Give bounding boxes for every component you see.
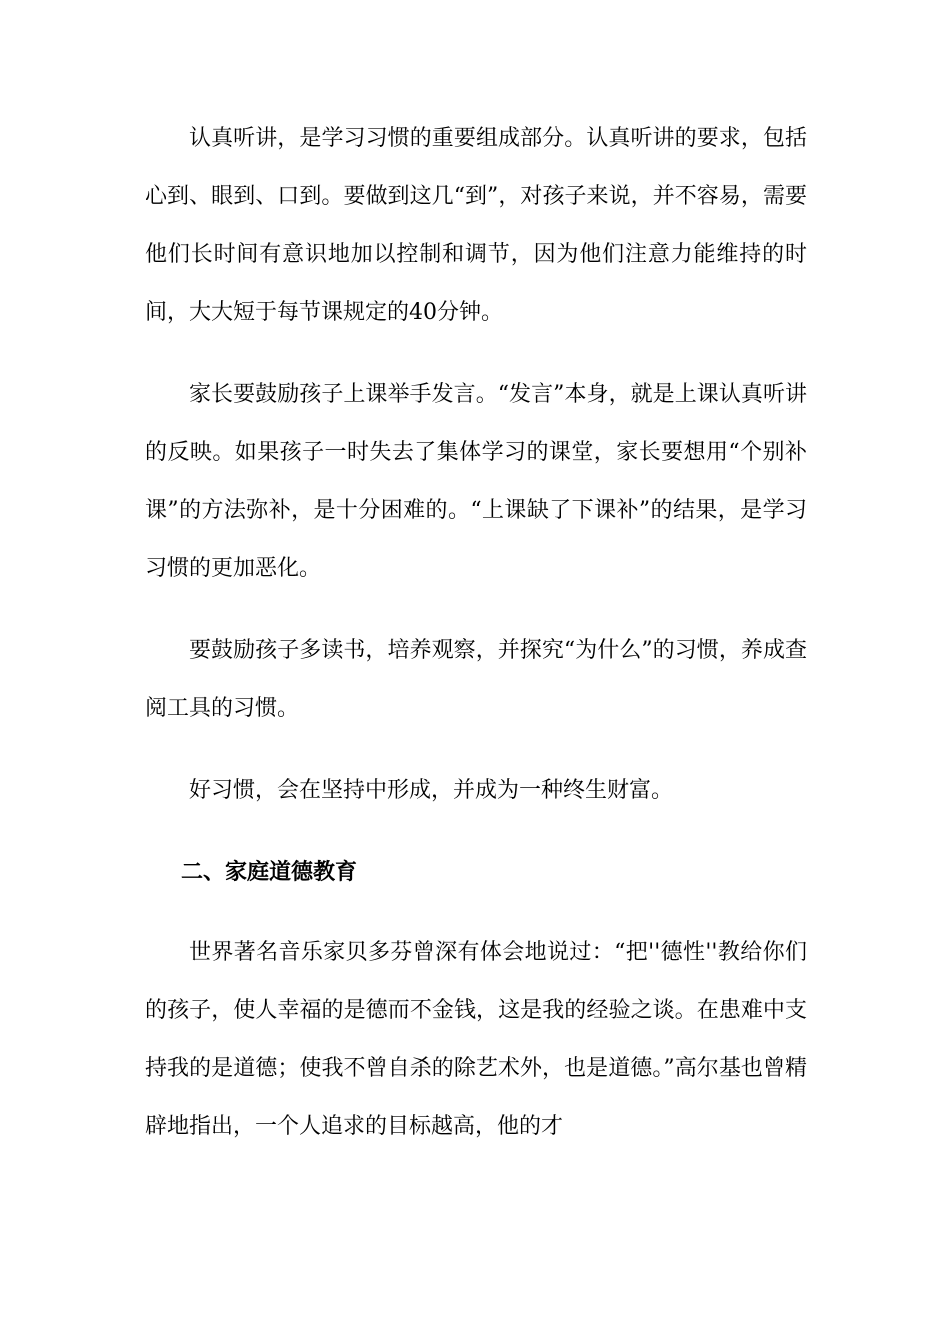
section-heading: 二、家庭道德教育 [181,860,358,885]
paragraph-reading: 要鼓励孩子多读书，培养观察，并探究“为什么”的习惯，养成查阅工具的习惯。 [145,638,807,721]
paragraph-listening: 认真听讲，是学习习惯的重要组成部分。认真听讲的要求，包括心到、眼到、口到。要做到这几“到”，对孩子来说，并不容易，需要他们长时间有意识地加以控制和调节，因为他们注意力能维持的时间，大大短于每节课规定的40分钟。 [145,126,807,325]
document-body [145,110,807,1180]
paragraph-good-habits: 好习惯，会在坚持中形成，并成为一种终生财富。 [189,778,674,803]
paragraph-speaking: 家长要鼓励孩子上课举手发言。“发言”本身，就是上课认真听讲的反映。如果孩子一时失去了集体学习的课堂，家长要想用“个别补课”的方法弥补，是十分困难的。“上课缺了下课补”的结果，是学习习惯的更加恶化。 [145,382,807,581]
paragraph-moral-education: 世界著名音乐家贝多芬曾深有体会地说过：“把''德性''教给你们的孩子，使人幸福的是德而不金钱，这是我的经验之谈。在患难中支持我的是道德；使我不曾自杀的除艺术外，也是道德。”高尔基也曾精辟地指出，一个人追求的目标越高，他的才 [145,940,807,1139]
